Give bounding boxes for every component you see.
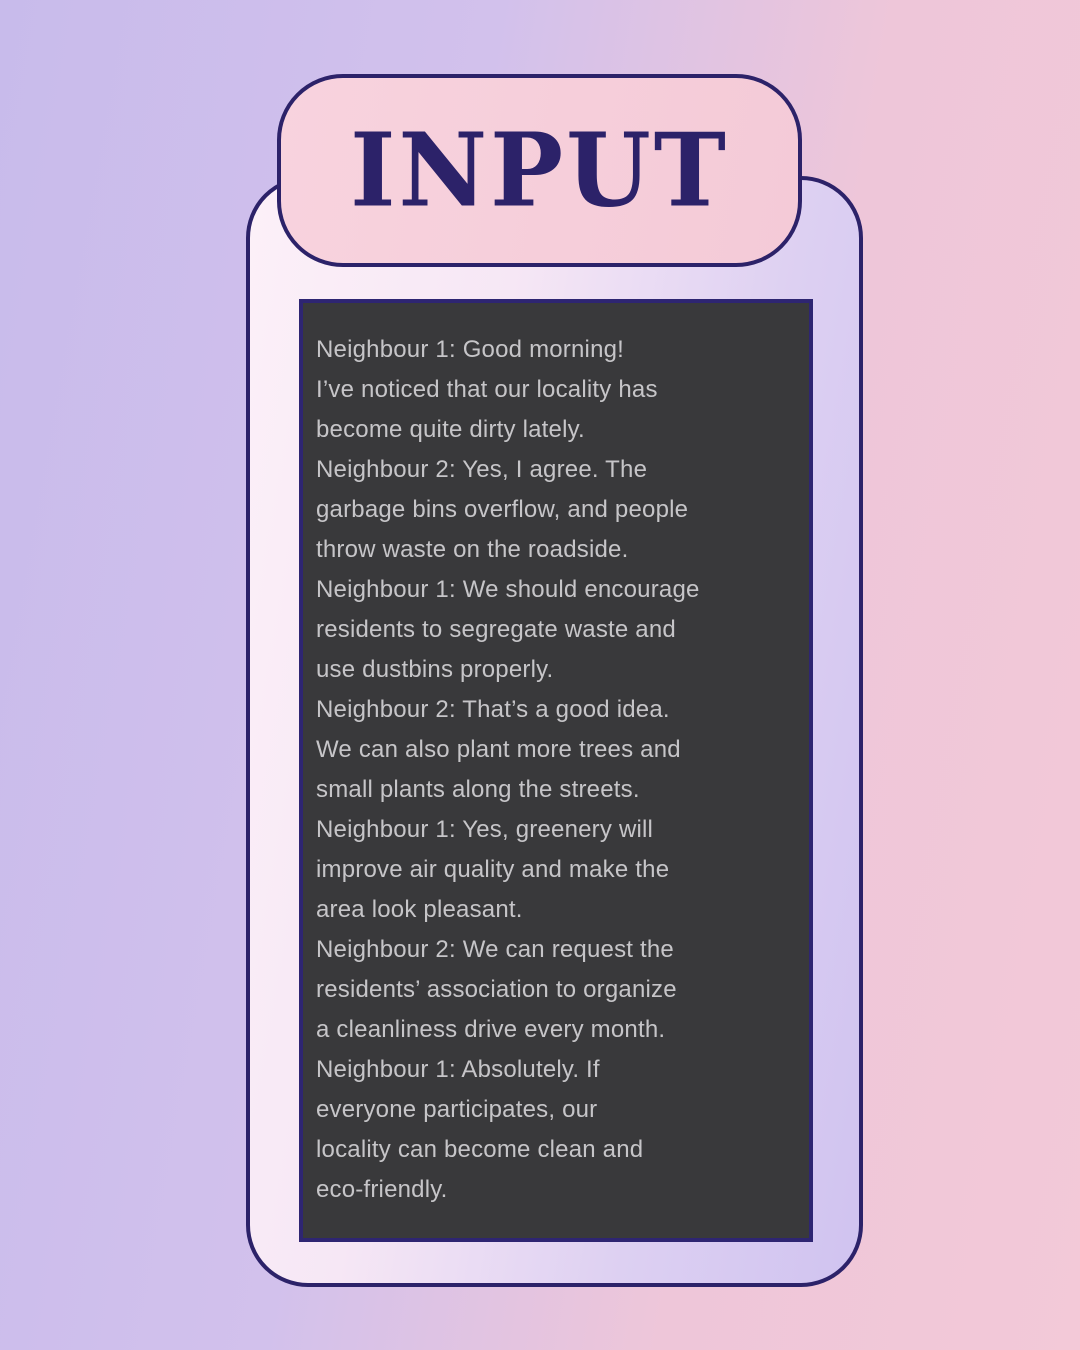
input-badge-label: INPUT <box>350 110 729 230</box>
dialogue-line: I’ve noticed that our locality has <box>316 376 658 403</box>
dialogue-line: Neighbour 1: Absolutely. If <box>316 1056 600 1083</box>
dialogue-line: We can also plant more trees and <box>316 736 681 763</box>
dialogue-line: eco-friendly. <box>316 1176 448 1203</box>
dialogue-line: everyone participates, our <box>316 1096 598 1123</box>
dialogue-line: residents’ association to organize <box>316 976 677 1003</box>
dialogue-line: Neighbour 1: Yes, greenery will <box>316 816 654 843</box>
dialogue-line: improve air quality and make the <box>316 856 670 883</box>
dialogue-line: locality can become clean and <box>316 1136 644 1163</box>
dialogue-line: a cleanliness drive every month. <box>316 1016 666 1043</box>
dialogue-line: garbage bins overflow, and people <box>316 496 689 523</box>
dialogue-panel <box>299 299 813 1242</box>
dialogue-text <box>316 330 795 1210</box>
dialogue-line: Neighbour 2: Yes, I agree. The <box>316 456 648 483</box>
dialogue-line: use dustbins properly. <box>316 656 554 683</box>
dialogue-line: Neighbour 2: That’s a good idea. <box>316 696 670 723</box>
input-badge <box>277 74 802 267</box>
dialogue-line: become quite dirty lately. <box>316 416 585 443</box>
dialogue-line: small plants along the streets. <box>316 776 640 803</box>
dialogue-line: Neighbour 1: Good morning! <box>316 336 625 363</box>
dialogue-line: Neighbour 2: We can request the <box>316 936 674 963</box>
dialogue-line: throw waste on the roadside. <box>316 536 629 563</box>
dialogue-line: Neighbour 1: We should encourage <box>316 576 700 603</box>
dialogue-line: residents to segregate waste and <box>316 616 676 643</box>
dialogue-line: area look pleasant. <box>316 896 523 923</box>
